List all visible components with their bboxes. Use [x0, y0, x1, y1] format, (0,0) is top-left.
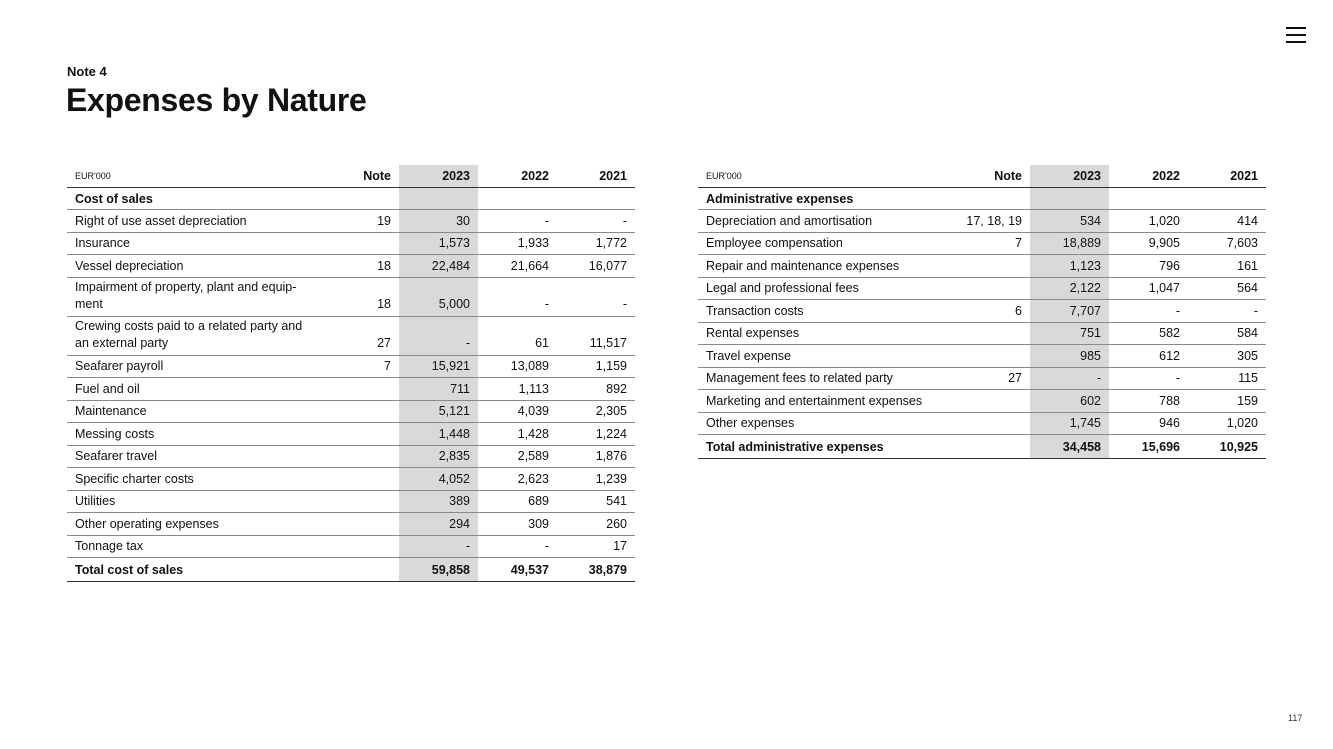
total-label: Total cost of sales	[67, 558, 324, 582]
row-note	[324, 490, 399, 513]
table-row	[698, 300, 1266, 323]
row-value-2022: 1,428	[478, 423, 557, 446]
table-row	[67, 400, 635, 423]
row-label: Crewing costs paid to a related party and an external party	[67, 316, 324, 355]
row-value-2021: -	[557, 277, 635, 316]
year-2023-header: 2023	[1030, 165, 1109, 188]
table-row	[67, 355, 635, 378]
row-value-2022: 1,113	[478, 378, 557, 401]
table-row	[698, 412, 1266, 435]
unit-header: EUR'000	[698, 165, 955, 188]
table-row	[698, 322, 1266, 345]
row-label: Repair and maintenance expenses	[698, 255, 955, 278]
row-label: Insurance	[67, 232, 324, 255]
row-label: Other expenses	[698, 412, 955, 435]
administrative-expenses-table	[698, 165, 1266, 459]
row-value-2022: 2,623	[478, 468, 557, 491]
row-note: 27	[955, 367, 1030, 390]
row-note	[324, 468, 399, 491]
row-value-2023: 30	[399, 210, 478, 233]
section-title: Cost of sales	[67, 188, 324, 210]
row-value-2023: 2,122	[1030, 277, 1109, 300]
table-row	[67, 232, 635, 255]
note-header: Note	[324, 165, 399, 188]
row-value-2022: -	[478, 210, 557, 233]
unit-header: EUR'000	[67, 165, 324, 188]
row-label: Seafarer travel	[67, 445, 324, 468]
row-value-2021: 892	[557, 378, 635, 401]
year-2021-header: 2021	[557, 165, 635, 188]
row-value-2021: 584	[1188, 322, 1266, 345]
page-title: Expenses by Nature	[66, 82, 367, 118]
table-header-row	[67, 165, 635, 188]
row-value-2023: 1,745	[1030, 412, 1109, 435]
row-label: Employee compensation	[698, 232, 955, 255]
note-label: Note 4	[67, 64, 107, 79]
row-label: Seafarer payroll	[67, 355, 324, 378]
row-note	[955, 412, 1030, 435]
row-value-2022: -	[1109, 300, 1188, 323]
row-value-2021: 161	[1188, 255, 1266, 278]
row-value-2022: 946	[1109, 412, 1188, 435]
row-label: Transaction costs	[698, 300, 955, 323]
row-note: 6	[955, 300, 1030, 323]
row-value-2023: 7,707	[1030, 300, 1109, 323]
cost-of-sales-table	[67, 165, 635, 582]
row-value-2023: 4,052	[399, 468, 478, 491]
row-value-2022: 21,664	[478, 255, 557, 278]
row-value-2021: 115	[1188, 367, 1266, 390]
row-value-2021: 260	[557, 513, 635, 536]
row-value-2021: 7,603	[1188, 232, 1266, 255]
row-value-2023: 751	[1030, 322, 1109, 345]
row-value-2022: 612	[1109, 345, 1188, 368]
row-note	[324, 535, 399, 558]
row-value-2022: 1,933	[478, 232, 557, 255]
row-value-2022: -	[1109, 367, 1188, 390]
row-label: Marketing and entertainment expenses	[698, 390, 955, 413]
row-value-2023: 5,000	[399, 277, 478, 316]
row-value-2021: 564	[1188, 277, 1266, 300]
row-note	[955, 255, 1030, 278]
row-value-2022: 2,589	[478, 445, 557, 468]
row-value-2021: 16,077	[557, 255, 635, 278]
row-label: Other operating expenses	[67, 513, 324, 536]
row-value-2023: 711	[399, 378, 478, 401]
total-2021: 10,925	[1188, 435, 1266, 459]
row-label: Vessel depreciation	[67, 255, 324, 278]
row-value-2023: 985	[1030, 345, 1109, 368]
table-row	[67, 277, 635, 316]
row-value-2023: -	[1030, 367, 1109, 390]
row-value-2022: -	[478, 535, 557, 558]
table-row	[698, 390, 1266, 413]
row-value-2022: 1,020	[1109, 210, 1188, 233]
row-value-2023: 389	[399, 490, 478, 513]
row-note: 7	[955, 232, 1030, 255]
row-value-2023: 5,121	[399, 400, 478, 423]
row-note: 18	[324, 255, 399, 278]
total-2023: 34,458	[1030, 435, 1109, 459]
row-value-2021: 305	[1188, 345, 1266, 368]
total-2023: 59,858	[399, 558, 478, 582]
page-number: 117	[1288, 713, 1303, 723]
row-label: Fuel and oil	[67, 378, 324, 401]
row-note	[324, 400, 399, 423]
row-note	[955, 322, 1030, 345]
note-header: Note	[955, 165, 1030, 188]
row-value-2023: -	[399, 316, 478, 355]
total-2022: 15,696	[1109, 435, 1188, 459]
row-value-2023: 18,889	[1030, 232, 1109, 255]
table-row	[67, 468, 635, 491]
row-value-2021: 541	[557, 490, 635, 513]
row-label: Rental expenses	[698, 322, 955, 345]
row-value-2021: 1,772	[557, 232, 635, 255]
row-value-2022: 9,905	[1109, 232, 1188, 255]
row-value-2023: 1,448	[399, 423, 478, 446]
row-note	[324, 513, 399, 536]
row-label: Legal and professional fees	[698, 277, 955, 300]
row-value-2022: -	[478, 277, 557, 316]
table-row	[67, 255, 635, 278]
table-row	[67, 445, 635, 468]
section-title: Administrative expenses	[698, 188, 955, 210]
section-row	[67, 188, 635, 210]
row-label: Impairment of property, plant and equip-ment	[67, 277, 324, 316]
year-2023-header: 2023	[399, 165, 478, 188]
row-note	[324, 445, 399, 468]
row-note	[324, 378, 399, 401]
row-value-2022: 13,089	[478, 355, 557, 378]
row-label: Tonnage tax	[67, 535, 324, 558]
row-value-2021: 159	[1188, 390, 1266, 413]
row-value-2021: 1,876	[557, 445, 635, 468]
row-value-2022: 309	[478, 513, 557, 536]
row-value-2021: 11,517	[557, 316, 635, 355]
row-value-2021: -	[1188, 300, 1266, 323]
hamburger-menu-icon[interactable]	[1286, 27, 1306, 45]
table-row	[698, 277, 1266, 300]
row-value-2022: 4,039	[478, 400, 557, 423]
row-note	[955, 390, 1030, 413]
year-2022-header: 2022	[478, 165, 557, 188]
row-value-2021: -	[557, 210, 635, 233]
total-2022: 49,537	[478, 558, 557, 582]
table-row	[67, 423, 635, 446]
table-row	[698, 367, 1266, 390]
row-note: 7	[324, 355, 399, 378]
row-value-2023: 22,484	[399, 255, 478, 278]
row-note: 18	[324, 277, 399, 316]
total-2021: 38,879	[557, 558, 635, 582]
table-row	[67, 210, 635, 233]
row-note: 19	[324, 210, 399, 233]
table-row	[67, 535, 635, 558]
row-value-2021: 17	[557, 535, 635, 558]
row-label: Messing costs	[67, 423, 324, 446]
row-note	[955, 345, 1030, 368]
row-label: Maintenance	[67, 400, 324, 423]
row-value-2023: 2,835	[399, 445, 478, 468]
row-value-2023: 294	[399, 513, 478, 536]
total-row	[698, 435, 1266, 459]
row-value-2021: 1,020	[1188, 412, 1266, 435]
row-value-2023: 1,573	[399, 232, 478, 255]
row-label: Travel expense	[698, 345, 955, 368]
row-label: Right of use asset depreciation	[67, 210, 324, 233]
total-row	[67, 558, 635, 582]
year-2021-header: 2021	[1188, 165, 1266, 188]
row-value-2022: 689	[478, 490, 557, 513]
row-value-2022: 61	[478, 316, 557, 355]
table-row	[698, 210, 1266, 233]
table-row	[698, 345, 1266, 368]
row-value-2023: 602	[1030, 390, 1109, 413]
row-note: 17, 18, 19	[955, 210, 1030, 233]
row-label: Depreciation and amortisation	[698, 210, 955, 233]
table-row	[67, 378, 635, 401]
table-row	[67, 490, 635, 513]
table-row	[67, 513, 635, 536]
row-label: Management fees to related party	[698, 367, 955, 390]
section-row	[698, 188, 1266, 210]
row-value-2021: 414	[1188, 210, 1266, 233]
row-label: Specific charter costs	[67, 468, 324, 491]
table-row	[698, 255, 1266, 278]
row-note	[955, 277, 1030, 300]
row-value-2022: 1,047	[1109, 277, 1188, 300]
row-value-2021: 1,159	[557, 355, 635, 378]
total-label: Total administrative expenses	[698, 435, 955, 459]
row-value-2021: 2,305	[557, 400, 635, 423]
row-value-2023: 15,921	[399, 355, 478, 378]
row-note	[324, 232, 399, 255]
table-header-row	[698, 165, 1266, 188]
row-value-2021: 1,239	[557, 468, 635, 491]
table-row	[698, 232, 1266, 255]
year-2022-header: 2022	[1109, 165, 1188, 188]
row-value-2022: 788	[1109, 390, 1188, 413]
table-row	[67, 316, 635, 355]
row-value-2023: 534	[1030, 210, 1109, 233]
row-value-2023: -	[399, 535, 478, 558]
row-value-2022: 796	[1109, 255, 1188, 278]
row-label: Utilities	[67, 490, 324, 513]
row-value-2021: 1,224	[557, 423, 635, 446]
row-value-2023: 1,123	[1030, 255, 1109, 278]
row-note: 27	[324, 316, 399, 355]
row-note	[324, 423, 399, 446]
row-value-2022: 582	[1109, 322, 1188, 345]
